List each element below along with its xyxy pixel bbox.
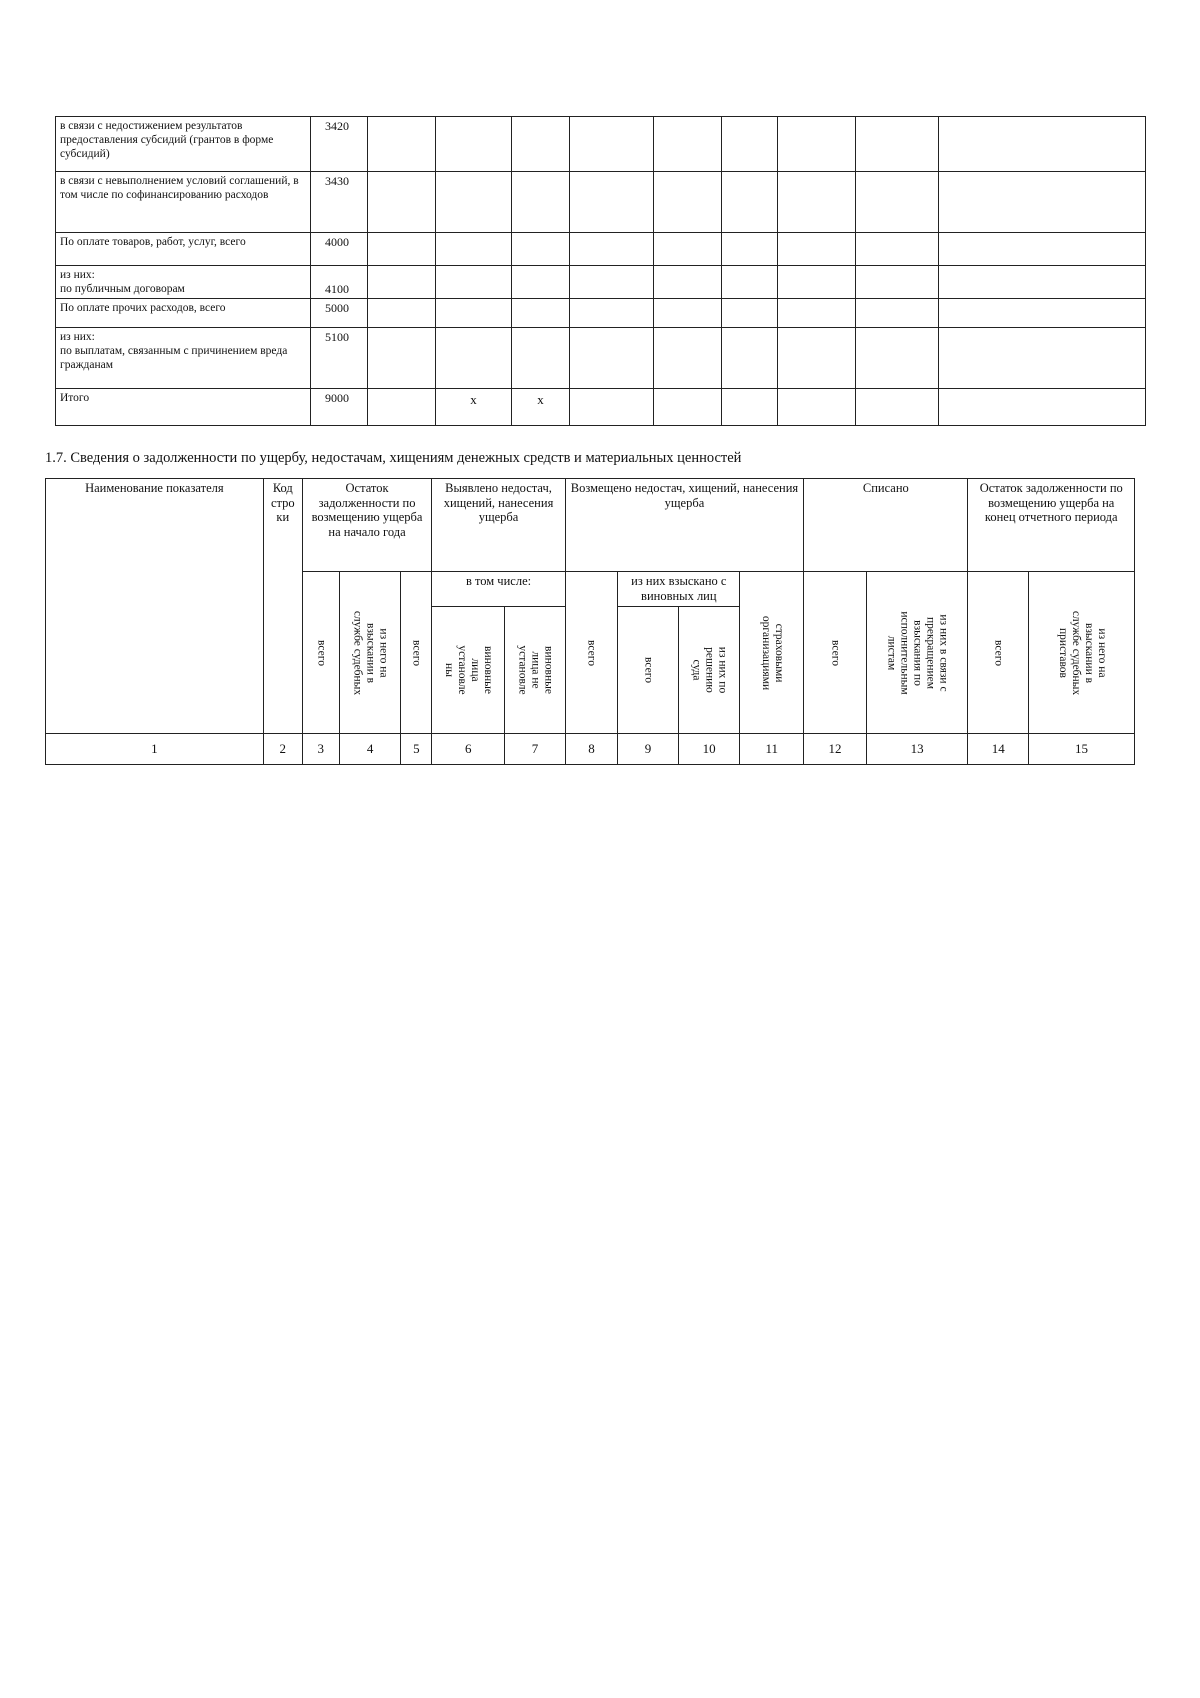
col12-total: всего (804, 572, 867, 734)
col6-culprits-found: виновные лица установле ны (432, 607, 505, 734)
row-cell (512, 117, 570, 172)
header-opening-balance: Остаток задолженности по возмещению ущерба на начало года (302, 479, 431, 572)
table-row (56, 299, 1146, 328)
column-number: 2 (263, 734, 302, 765)
row-name: По оплате прочих расходов, всего (56, 299, 311, 328)
col10-court: из них по решению суда (678, 607, 740, 734)
row-cell (778, 172, 856, 233)
row-name: в связи с недостижением результатов предоставления субсидий (грантов в форме субсидий) (56, 117, 311, 172)
row-cell (778, 328, 856, 389)
column-number: 9 (618, 734, 679, 765)
table-row (56, 233, 1146, 266)
row-cell (856, 233, 939, 266)
row-cell (654, 328, 722, 389)
row-cell (778, 233, 856, 266)
col3-total: всего (302, 572, 339, 734)
row-cell (939, 328, 1146, 389)
header-including: в том числе: (432, 572, 566, 607)
col13-termination: из них в связи с прекращением взыскания по исполнительным листам (866, 572, 968, 734)
row-code: 4100 (311, 266, 368, 299)
row-cell (778, 389, 856, 426)
row-cell (856, 299, 939, 328)
row-code: 9000 (311, 389, 368, 426)
row-cell: x (436, 389, 512, 426)
row-cell (856, 328, 939, 389)
table-row (56, 266, 1146, 299)
header-indicator-name: Наименование показателя (46, 479, 264, 734)
row-cell (436, 117, 512, 172)
row-cell (856, 117, 939, 172)
col11-insurance: страховыми организациями (740, 572, 804, 734)
row-code: 3420 (311, 117, 368, 172)
row-cell (778, 266, 856, 299)
row-cell (939, 172, 1146, 233)
col5-total: всего (401, 572, 432, 734)
row-name: По оплате товаров, работ, услуг, всего (56, 233, 311, 266)
row-cell (570, 299, 654, 328)
row-name: из них: по публичным договорам (56, 266, 311, 299)
row-name: в связи с невыполнением условий соглашений, в том числе по софинансированию расходов (56, 172, 311, 233)
row-cell (436, 266, 512, 299)
column-number: 7 (505, 734, 566, 765)
column-number: 8 (565, 734, 617, 765)
column-number: 5 (401, 734, 432, 765)
row-cell (778, 299, 856, 328)
row-cell (722, 172, 778, 233)
column-number: 1 (46, 734, 264, 765)
row-cell (368, 233, 436, 266)
row-cell (654, 299, 722, 328)
column-number: 15 (1029, 734, 1135, 765)
row-cell (778, 117, 856, 172)
table-row (56, 117, 1146, 172)
column-number: 4 (339, 734, 401, 765)
row-cell (939, 117, 1146, 172)
column-number: 13 (866, 734, 968, 765)
row-cell (939, 389, 1146, 426)
row-cell (436, 328, 512, 389)
row-cell (436, 233, 512, 266)
row-cell (939, 266, 1146, 299)
liabilities-table (55, 116, 1146, 426)
header-found: Выявлено недостач, хищений, нанесения ущерба (432, 479, 566, 572)
column-number: 10 (678, 734, 740, 765)
row-cell (722, 117, 778, 172)
row-cell (722, 389, 778, 426)
header-line-code: Код стро ки (263, 479, 302, 734)
col8-total: всего (565, 572, 617, 734)
section-title: 1.7. Сведения о задолженности по ущербу, недостачам, хищениям денежных средств и материальных ценностей (45, 450, 742, 466)
row-cell (436, 299, 512, 328)
header-closing-balance: Остаток задолженности по возмещению ущерба на конец отчетного периода (968, 479, 1135, 572)
row-cell (654, 389, 722, 426)
row-cell (368, 172, 436, 233)
row-code: 5100 (311, 328, 368, 389)
row-cell (570, 328, 654, 389)
row-cell (512, 172, 570, 233)
row-cell (570, 172, 654, 233)
row-cell (368, 117, 436, 172)
row-cell (856, 172, 939, 233)
row-cell (368, 299, 436, 328)
row-cell (939, 299, 1146, 328)
col7-culprits-not-found: виновные лица не установле (505, 607, 566, 734)
column-number: 11 (740, 734, 804, 765)
row-cell (722, 328, 778, 389)
row-cell (654, 117, 722, 172)
row-cell (654, 266, 722, 299)
header-from-culprits: из них взыскано с виновных лиц (618, 572, 740, 607)
row-code: 5000 (311, 299, 368, 328)
table-row (56, 328, 1146, 389)
row-cell (570, 266, 654, 299)
row-cell (722, 299, 778, 328)
row-cell (368, 328, 436, 389)
header-repaid: Возмещено недостач, хищений, нанесения ущерба (565, 479, 803, 572)
table-row (56, 172, 1146, 233)
row-cell (722, 233, 778, 266)
row-cell (512, 266, 570, 299)
column-number: 14 (968, 734, 1029, 765)
column-number: 3 (302, 734, 339, 765)
row-cell (368, 266, 436, 299)
row-cell (722, 266, 778, 299)
column-number: 6 (432, 734, 505, 765)
row-cell (654, 233, 722, 266)
row-cell (368, 389, 436, 426)
row-cell (512, 299, 570, 328)
row-cell: x (512, 389, 570, 426)
col4-bailiffs: из него на взыскании в службе судебных (339, 572, 401, 734)
row-code: 4000 (311, 233, 368, 266)
row-cell (654, 172, 722, 233)
col14-total: всего (968, 572, 1029, 734)
row-cell (856, 266, 939, 299)
row-cell (512, 328, 570, 389)
damage-debt-table (45, 478, 1135, 765)
row-cell (512, 233, 570, 266)
col9-total: всего (618, 607, 679, 734)
row-name: Итого (56, 389, 311, 426)
header-written-off: Списано (804, 479, 968, 572)
row-cell (856, 389, 939, 426)
row-name: из них: по выплатам, связанным с причинением вреда гражданам (56, 328, 311, 389)
column-number: 12 (804, 734, 867, 765)
col15-bailiffs: из него на взыскании в службе судебных приставов (1029, 572, 1135, 734)
row-cell (570, 233, 654, 266)
row-code: 3430 (311, 172, 368, 233)
row-cell (939, 233, 1146, 266)
row-cell (570, 117, 654, 172)
table-row (56, 389, 1146, 426)
row-cell (436, 172, 512, 233)
row-cell (570, 389, 654, 426)
